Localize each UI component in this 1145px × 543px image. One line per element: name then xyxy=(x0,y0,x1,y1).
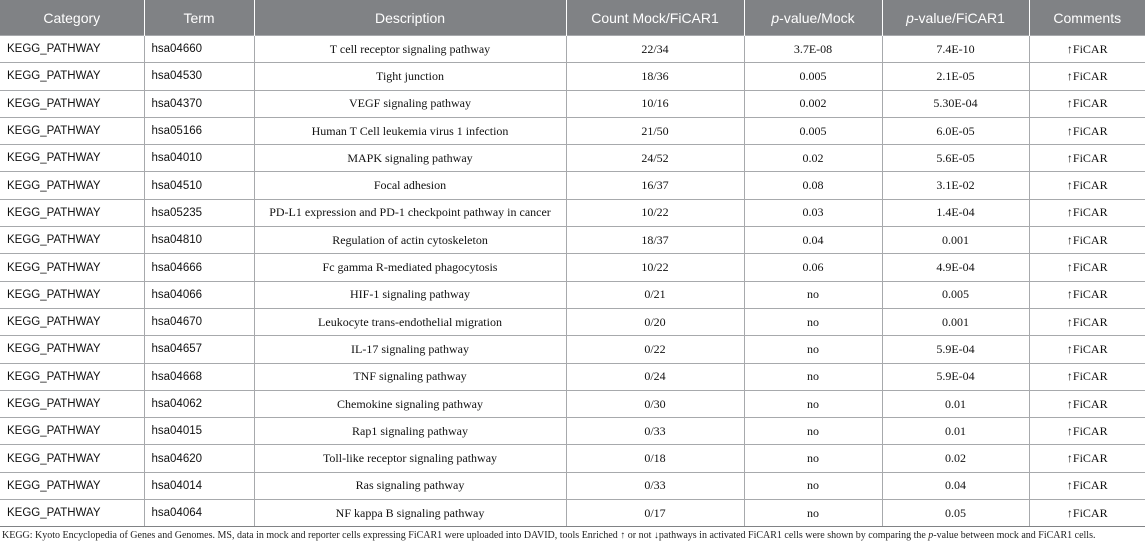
header-category: Category xyxy=(0,0,144,36)
cell-description: HIF-1 signaling pathway xyxy=(254,281,566,308)
header-pvalue-mock-rest: -value/Mock xyxy=(779,9,855,26)
cell-pvalue-mock: no xyxy=(744,363,882,390)
cell-term: hsa04062 xyxy=(144,390,254,417)
cell-comment: ↑FiCAR xyxy=(1029,117,1145,144)
cell-description: TNF signaling pathway xyxy=(254,363,566,390)
cell-pvalue-mock: no xyxy=(744,308,882,335)
cell-comment: ↑FiCAR xyxy=(1029,336,1145,363)
table-row xyxy=(0,500,1145,527)
cell-description: Ras signaling pathway xyxy=(254,472,566,499)
cell-category: KEGG_PATHWAY xyxy=(0,90,144,117)
table-row xyxy=(0,281,1145,308)
table-row xyxy=(0,472,1145,499)
cell-pvalue-ficar: 3.1E-02 xyxy=(882,172,1029,199)
header-term: Term xyxy=(144,0,254,36)
cell-description: Leukocyte trans-endothelial migration xyxy=(254,308,566,335)
cell-category: KEGG_PATHWAY xyxy=(0,36,144,63)
cell-count: 10/16 xyxy=(566,90,744,117)
cell-comment: ↑FiCAR xyxy=(1029,90,1145,117)
cell-pvalue-mock: 0.04 xyxy=(744,227,882,254)
cell-count: 10/22 xyxy=(566,199,744,226)
table-footnote xyxy=(2,530,1095,542)
cell-comment: ↑FiCAR xyxy=(1029,199,1145,226)
cell-pvalue-mock: 0.002 xyxy=(744,90,882,117)
cell-term: hsa04660 xyxy=(144,36,254,63)
cell-pvalue-mock: no xyxy=(744,418,882,445)
cell-category: KEGG_PATHWAY xyxy=(0,390,144,417)
cell-comment: ↑FiCAR xyxy=(1029,418,1145,445)
table-row xyxy=(0,308,1145,335)
cell-pvalue-ficar: 5.30E-04 xyxy=(882,90,1029,117)
cell-comment: ↑FiCAR xyxy=(1029,281,1145,308)
table-row xyxy=(0,445,1145,472)
cell-pvalue-ficar: 0.05 xyxy=(882,500,1029,527)
cell-pvalue-mock: no xyxy=(744,445,882,472)
cell-term: hsa04666 xyxy=(144,254,254,281)
cell-description: Chemokine signaling pathway xyxy=(254,390,566,417)
cell-comment: ↑FiCAR xyxy=(1029,63,1145,90)
cell-pvalue-ficar: 1.4E-04 xyxy=(882,199,1029,226)
cell-count: 16/37 xyxy=(566,172,744,199)
header-pvalue-mock xyxy=(744,0,882,36)
cell-term: hsa04010 xyxy=(144,145,254,172)
cell-count: 0/18 xyxy=(566,445,744,472)
cell-pvalue-mock: no xyxy=(744,281,882,308)
cell-description: MAPK signaling pathway xyxy=(254,145,566,172)
footnote-text-2: -value between mock and FiCAR1 cells. xyxy=(933,530,1096,541)
cell-comment: ↑FiCAR xyxy=(1029,472,1145,499)
header-count: Count Mock/FiCAR1 xyxy=(566,0,744,36)
cell-term: hsa04620 xyxy=(144,445,254,472)
cell-description: Tight junction xyxy=(254,63,566,90)
cell-description: Regulation of actin cytoskeleton xyxy=(254,227,566,254)
cell-pvalue-mock: no xyxy=(744,336,882,363)
cell-count: 0/30 xyxy=(566,390,744,417)
cell-category: KEGG_PATHWAY xyxy=(0,308,144,335)
cell-pvalue-ficar: 5.9E-04 xyxy=(882,336,1029,363)
cell-pvalue-mock: 0.06 xyxy=(744,254,882,281)
cell-count: 0/21 xyxy=(566,281,744,308)
table-row xyxy=(0,63,1145,90)
cell-category: KEGG_PATHWAY xyxy=(0,500,144,527)
cell-pvalue-ficar: 0.001 xyxy=(882,227,1029,254)
cell-description: Human T Cell leukemia virus 1 infection xyxy=(254,117,566,144)
cell-count: 18/36 xyxy=(566,63,744,90)
cell-category: KEGG_PATHWAY xyxy=(0,281,144,308)
cell-term: hsa04668 xyxy=(144,363,254,390)
cell-term: hsa04014 xyxy=(144,472,254,499)
cell-term: hsa04530 xyxy=(144,63,254,90)
cell-term: hsa04015 xyxy=(144,418,254,445)
cell-pvalue-mock: no xyxy=(744,500,882,527)
cell-description: IL-17 signaling pathway xyxy=(254,336,566,363)
cell-comment: ↑FiCAR xyxy=(1029,227,1145,254)
cell-description: Toll-like receptor signaling pathway xyxy=(254,445,566,472)
table-row xyxy=(0,363,1145,390)
cell-category: KEGG_PATHWAY xyxy=(0,172,144,199)
cell-category: KEGG_PATHWAY xyxy=(0,472,144,499)
cell-pvalue-ficar: 0.04 xyxy=(882,472,1029,499)
cell-category: KEGG_PATHWAY xyxy=(0,336,144,363)
cell-count: 0/33 xyxy=(566,472,744,499)
cell-pvalue-mock: no xyxy=(744,472,882,499)
cell-category: KEGG_PATHWAY xyxy=(0,363,144,390)
cell-category: KEGG_PATHWAY xyxy=(0,199,144,226)
header-comments: Comments xyxy=(1029,0,1145,36)
cell-description: NF kappa B signaling pathway xyxy=(254,500,566,527)
cell-comment: ↑FiCAR xyxy=(1029,145,1145,172)
cell-count: 10/22 xyxy=(566,254,744,281)
cell-pvalue-ficar: 0.01 xyxy=(882,390,1029,417)
header-pvalue-ficar-p: p xyxy=(906,9,914,26)
cell-pvalue-ficar: 0.01 xyxy=(882,418,1029,445)
cell-term: hsa04370 xyxy=(144,90,254,117)
cell-description: VEGF signaling pathway xyxy=(254,90,566,117)
cell-count: 0/17 xyxy=(566,500,744,527)
table-row xyxy=(0,390,1145,417)
cell-term: hsa04810 xyxy=(144,227,254,254)
table-row xyxy=(0,117,1145,144)
cell-description: PD-L1 expression and PD-1 checkpoint pathway in cancer xyxy=(254,199,566,226)
table-row xyxy=(0,227,1145,254)
cell-pvalue-ficar: 4.9E-04 xyxy=(882,254,1029,281)
cell-term: hsa04657 xyxy=(144,336,254,363)
cell-pvalue-mock: no xyxy=(744,390,882,417)
cell-pvalue-ficar: 0.005 xyxy=(882,281,1029,308)
cell-count: 0/24 xyxy=(566,363,744,390)
cell-category: KEGG_PATHWAY xyxy=(0,63,144,90)
cell-comment: ↑FiCAR xyxy=(1029,390,1145,417)
cell-comment: ↑FiCAR xyxy=(1029,254,1145,281)
cell-pvalue-ficar: 0.001 xyxy=(882,308,1029,335)
cell-count: 24/52 xyxy=(566,145,744,172)
cell-description: Focal adhesion xyxy=(254,172,566,199)
cell-count: 21/50 xyxy=(566,117,744,144)
cell-pvalue-ficar: 7.4E-10 xyxy=(882,36,1029,63)
cell-comment: ↑FiCAR xyxy=(1029,445,1145,472)
cell-pvalue-mock: 3.7E-08 xyxy=(744,36,882,63)
table-header-row xyxy=(0,0,1145,36)
cell-term: hsa05166 xyxy=(144,117,254,144)
cell-description: Rap1 signaling pathway xyxy=(254,418,566,445)
cell-pvalue-ficar: 6.0E-05 xyxy=(882,117,1029,144)
cell-pvalue-mock: 0.03 xyxy=(744,199,882,226)
cell-comment: ↑FiCAR xyxy=(1029,36,1145,63)
header-pvalue-ficar-rest: -value/FiCAR1 xyxy=(913,9,1005,26)
cell-category: KEGG_PATHWAY xyxy=(0,445,144,472)
cell-pvalue-mock: 0.08 xyxy=(744,172,882,199)
table-row xyxy=(0,36,1145,63)
header-pvalue-mock-p: p xyxy=(771,9,780,26)
table-row xyxy=(0,90,1145,117)
footnote-italic-p: p xyxy=(928,530,934,541)
cell-category: KEGG_PATHWAY xyxy=(0,227,144,254)
cell-pvalue-mock: 0.005 xyxy=(744,117,882,144)
cell-term: hsa04064 xyxy=(144,500,254,527)
header-pvalue-ficar xyxy=(882,0,1029,36)
cell-pvalue-ficar: 5.9E-04 xyxy=(882,363,1029,390)
cell-comment: ↑FiCAR xyxy=(1029,308,1145,335)
table-row xyxy=(0,336,1145,363)
cell-count: 0/20 xyxy=(566,308,744,335)
cell-count: 0/22 xyxy=(566,336,744,363)
table-row xyxy=(0,145,1145,172)
cell-count: 22/34 xyxy=(566,36,744,63)
cell-term: hsa05235 xyxy=(144,199,254,226)
cell-description: Fc gamma R-mediated phagocytosis xyxy=(254,254,566,281)
table-row xyxy=(0,418,1145,445)
cell-term: hsa04670 xyxy=(144,308,254,335)
table-row xyxy=(0,254,1145,281)
table-row xyxy=(0,199,1145,226)
cell-count: 0/33 xyxy=(566,418,744,445)
cell-pvalue-ficar: 2.1E-05 xyxy=(882,63,1029,90)
cell-count: 18/37 xyxy=(566,227,744,254)
cell-category: KEGG_PATHWAY xyxy=(0,117,144,144)
cell-pvalue-mock: 0.005 xyxy=(744,63,882,90)
cell-pvalue-mock: 0.02 xyxy=(744,145,882,172)
cell-pvalue-ficar: 0.02 xyxy=(882,445,1029,472)
cell-term: hsa04510 xyxy=(144,172,254,199)
cell-category: KEGG_PATHWAY xyxy=(0,145,144,172)
cell-term: hsa04066 xyxy=(144,281,254,308)
cell-comment: ↑FiCAR xyxy=(1029,363,1145,390)
cell-category: KEGG_PATHWAY xyxy=(0,254,144,281)
cell-category: KEGG_PATHWAY xyxy=(0,418,144,445)
cell-pvalue-ficar: 5.6E-05 xyxy=(882,145,1029,172)
table-body xyxy=(0,36,1145,527)
cell-description: T cell receptor signaling pathway xyxy=(254,36,566,63)
cell-comment: ↑FiCAR xyxy=(1029,500,1145,527)
cell-comment: ↑FiCAR xyxy=(1029,172,1145,199)
table-row xyxy=(0,172,1145,199)
footnote-text-1: KEGG: Kyoto Encyclopedia of Genes and Genomes. MS, data in mock and reporter cells expressing FiCAR1 were uploaded into DAVID, tools Enriched ↑ or not ↓pathways in activated FiCAR1 cells were shown by comparing the xyxy=(2,530,929,541)
header-description: Description xyxy=(254,0,566,36)
